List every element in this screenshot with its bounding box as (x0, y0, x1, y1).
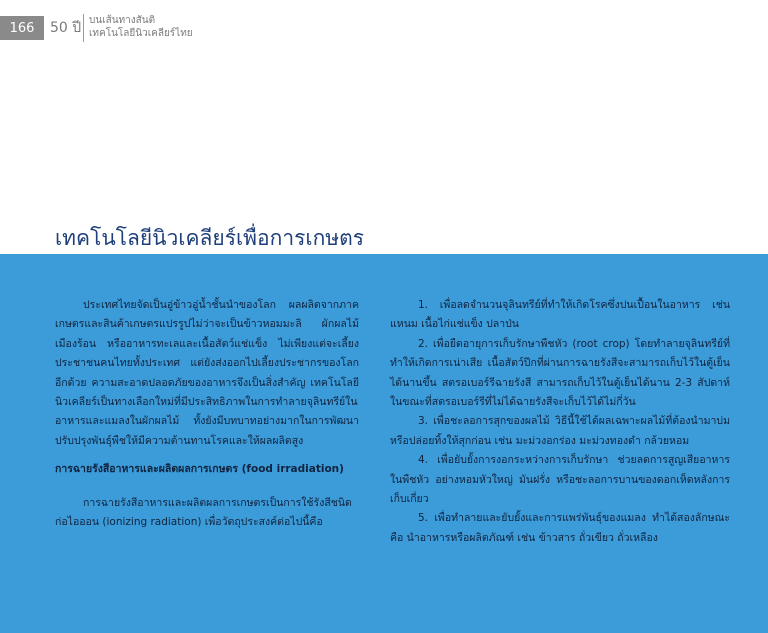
list-item: 5. เพื่อทำลายและยับยั้งและการแพร่พันธุ์ของแมลง ทำได้สองลักษณะคือ นำอาหารหรือผลิตภัณฑ์ เช่น ข้าวสาร ถั่วเขียว ถั่วเหลือง (390, 512, 730, 544)
list-item: 3. เพื่อชะลอการสุกของผลไม้ วิธีนี้ใช้ได้ผลเฉพาะผลไม้ที่ต้องนำมาบ่มหรือปล่อยทิ้งให้สุกก่อน เช่น มะม่วงอกร่อง มะม่วงทองดำ กล้วยหอม (390, 415, 730, 447)
definition-paragraph: การฉายรังสีอาหารและผลิตผลการเกษตรเป็นการใช้รังสีชนิดก่อไอออน (ionizing radiation) เพื่อวัตถุประสงค์ต่อไปนี้คือ (55, 496, 352, 529)
running-header-line2: เทคโนโลยีนิวเคลียร์ไทย (89, 28, 193, 39)
subheading: การฉายรังสีอาหารและผลิตผลการเกษตร (food irradiation) (55, 463, 344, 476)
list-item: 2. เพื่อยืดอายุการเก็บรักษาพืชหัว (root crop) โดยทำลายจุลินทรีย์ที่ทำให้เกิดการเน่าเสีย เนื้อสัตว์ปีกที่ผ่านการฉายรังสีจะสามารถเก็บไว้ในตู้เย็นได้นานขึ้น สตรอเบอร์รีฉายรังสี สามารถเก็บไว้ในตู้เย็นได้นาน 2-3 สัปดาห์ ในขณะที่สตรอเบอร์รีที่ไม่ได้ฉายรังสีจะเก็บไว้ได้ไม่กี่วัน (390, 337, 730, 409)
page-number: 166 (9, 20, 35, 36)
running-header (89, 14, 193, 40)
left-column (55, 296, 359, 532)
section-title: เทคโนโลยีนิวเคลียร์เพื่อการเกษตร (55, 226, 365, 250)
list-item: 1. เพื่อลดจำนวนจุลินทรีย์ที่ทำให้เกิดโรคซึ่งปนเปื้อนในอาหาร เช่น แหนม เนื้อไก่แช่แข็ง ปลาป่น (390, 299, 730, 331)
right-column (390, 296, 730, 548)
anniversary-years: 50 ปี (50, 20, 82, 36)
page-number-badge (0, 16, 44, 40)
intro-paragraph: ประเทศไทยจัดเป็นอู่ข้าวอู่น้ำชั้นนำของโลก ผลผลิตจากภาคเกษตรและสินค้าเกษตรแปรรูปไม่ว่าจะเป็นข้าวหอมมะลิ ผักผลไม้เมืองร้อน หรืออาหารทะเลและเนื้อสัตว์แช่แข็ง ไม่เพียงแต่จะเลี้ยงประชาชนคนไทยทั้งประเทศ แต่ยังส่งออกไปเลี้ยงประชากรของโลกอีกด้วย ความสะอาดปลอดภัยของอาหารจึงเป็นสิ่งสำคัญ เทคโนโลยีนิวเคลียร์เป็นทางเลือกใหม่ที่มีประสิทธิภาพในการทำลายจุลินทรีย์ในอาหารและแมลงในผักผลไม้ ทั้งยังมีบทบาทอย่างมากในการพัฒนาปรับปรุงพันธุ์พืชให้มีความต้านทานโรคและให้ผลผลิตสูง (55, 299, 359, 447)
list-item: 4. เพื่อยับยั้งการงอกระหว่างการเก็บรักษา ช่วยลดการสูญเสียอาหารในพืชหัว อย่างหอมหัวใหญ่ มันฝรั่ง หรือชะลอการบานของดอกเห็ดหลังการเก็บเกี่ยว (390, 454, 730, 506)
header-divider (83, 14, 84, 42)
running-header-line1: บนเส้นทางสันติ (89, 15, 156, 26)
